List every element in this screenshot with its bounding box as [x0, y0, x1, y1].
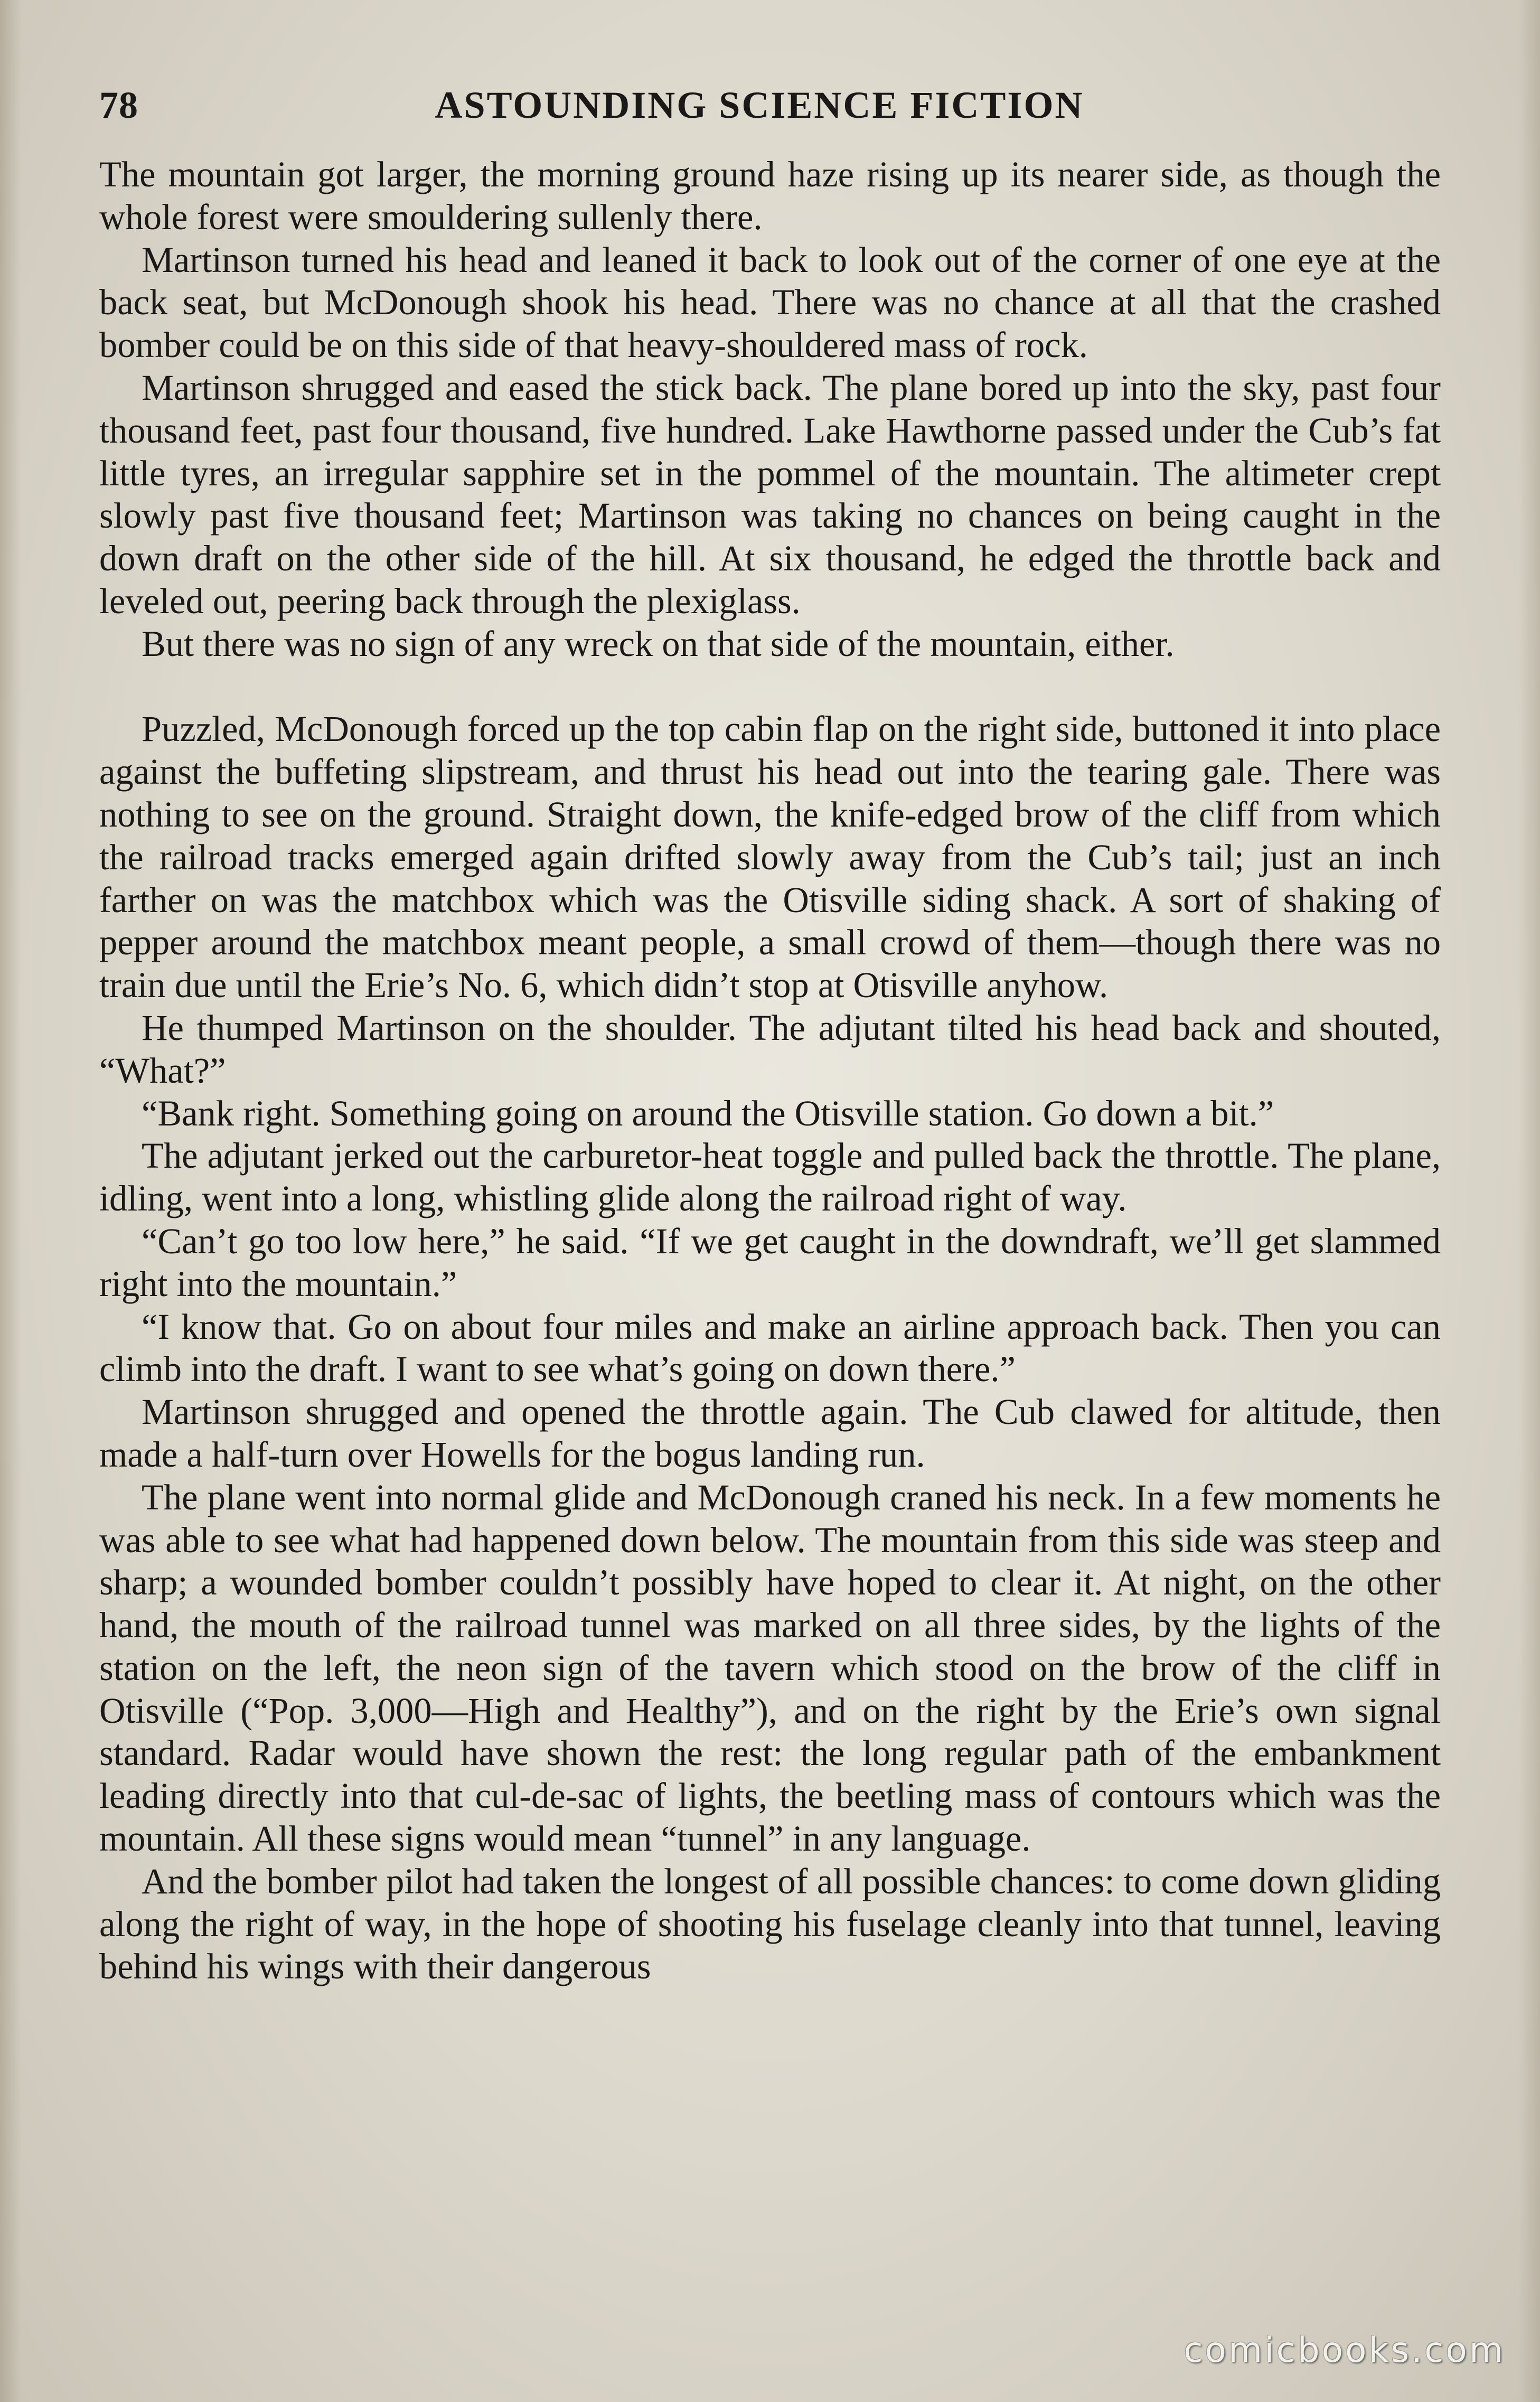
paragraph: Martinson turned his head and leaned it back to look out of the corner of one eye at the back seat, but McDonough shook his head. There was no chance at all that the crashed bomber could be on this side of that heavy-shouldered mass of rock.: [99, 239, 1441, 365]
story-text: [99, 153, 1441, 1988]
paragraph: Martinson shrugged and eased the stick back. The plane bored up into the sky, past four thousand feet, past four thousand, five hundred. Lake Hawthorne passed under the Cub’s fat little tyres, an irregular sapphire set in the pommel of the mountain. The altimeter crept slowly past five thousand feet; Martinson was taking no chances on being caught in the down draft on the other side of the hill. At six thousand, he edged the throttle back and leveled out, peering back through the plexiglass.: [99, 367, 1441, 621]
paragraph: The plane went into normal glide and McDonough craned his neck. In a few moments he was able to see what had happened down below. The mountain from this side was steep and sharp; a wounded bomber couldn’t possibly have hoped to clear it. At night, on the other hand, the mouth of the railroad tunnel was marked on all three sides, by the lights of the station on the left, the neon sign of the tavern which stood on the brow of the cliff in Otisville (“Pop. 3,000—High and Healthy”), and on the right by the Erie’s own signal standard. Radar would have shown the rest: the long regular path of the embankment leading directly into that cul-de-sac of lights, the beetling mass of contours which was the mountain. All these signs would mean “tunnel” in any language.: [99, 1477, 1441, 1859]
page-number: 78: [99, 84, 138, 126]
running-title: ASTOUNDING SCIENCE FICTION: [435, 84, 1084, 126]
page-edge-shadow-right: [1519, 0, 1540, 2402]
paragraph: And the bomber pilot had taken the longest of all possible chances: to come down gliding along the right of way, in the hope of shooting his fuselage cleanly into that tunnel, leaving behind his wings with their dangerous: [99, 1861, 1441, 1987]
paragraph: Martinson shrugged and opened the throttle again. The Cub clawed for altitude, then made a half-turn over Howells for the bogus landing run.: [99, 1392, 1441, 1475]
paragraph: The adjutant jerked out the carburetor-heat toggle and pulled back the throttle. The plane, idling, went into a long, whistling glide along the railroad right of way.: [99, 1136, 1441, 1219]
paragraph: The mountain got larger, the morning ground haze rising up its nearer side, as though the whole forest were smouldering sullenly there.: [99, 154, 1441, 237]
page-edge-shadow-left: [0, 0, 21, 2402]
page-header: [99, 79, 1441, 137]
paragraph: “Bank right. Something going on around the Otisville station. Go down a bit.”: [142, 1093, 1274, 1133]
paragraph: But there was no sign of any wreck on that side of the mountain, either.: [142, 623, 1175, 664]
paragraph: “Can’t go too low here,” he said. “If we get caught in the downdraft, we’ll get slammed right into the mountain.”: [99, 1221, 1441, 1304]
paragraph: Puzzled, McDonough forced up the top cabin flap on the right side, buttoned it into place against the buffeting slipstream, and thrust his head out into the tearing gale. There was nothing to see on the ground. Straight down, the knife-edged brow of the cliff from which the railroad tracks emerged again drifted slowly away from the Cub’s tail; just an inch farther on was the matchbox which was the Otisville siding shack. A sort of shaking of pepper around the matchbox meant people, a small crowd of them—though there was no train due until the Erie’s No. 6, which didn’t stop at Otisville anyhow.: [99, 709, 1441, 1006]
paragraph: He thumped Martinson on the shoulder. The adjutant tilted his head back and shouted, “What?”: [99, 1007, 1441, 1091]
watermark: comicbooks.com: [1184, 2330, 1505, 2370]
paragraph: “I know that. Go on about four miles and make an airline approach back. Then you can climb into the draft. I want to see what’s going on down there.”: [99, 1306, 1441, 1390]
